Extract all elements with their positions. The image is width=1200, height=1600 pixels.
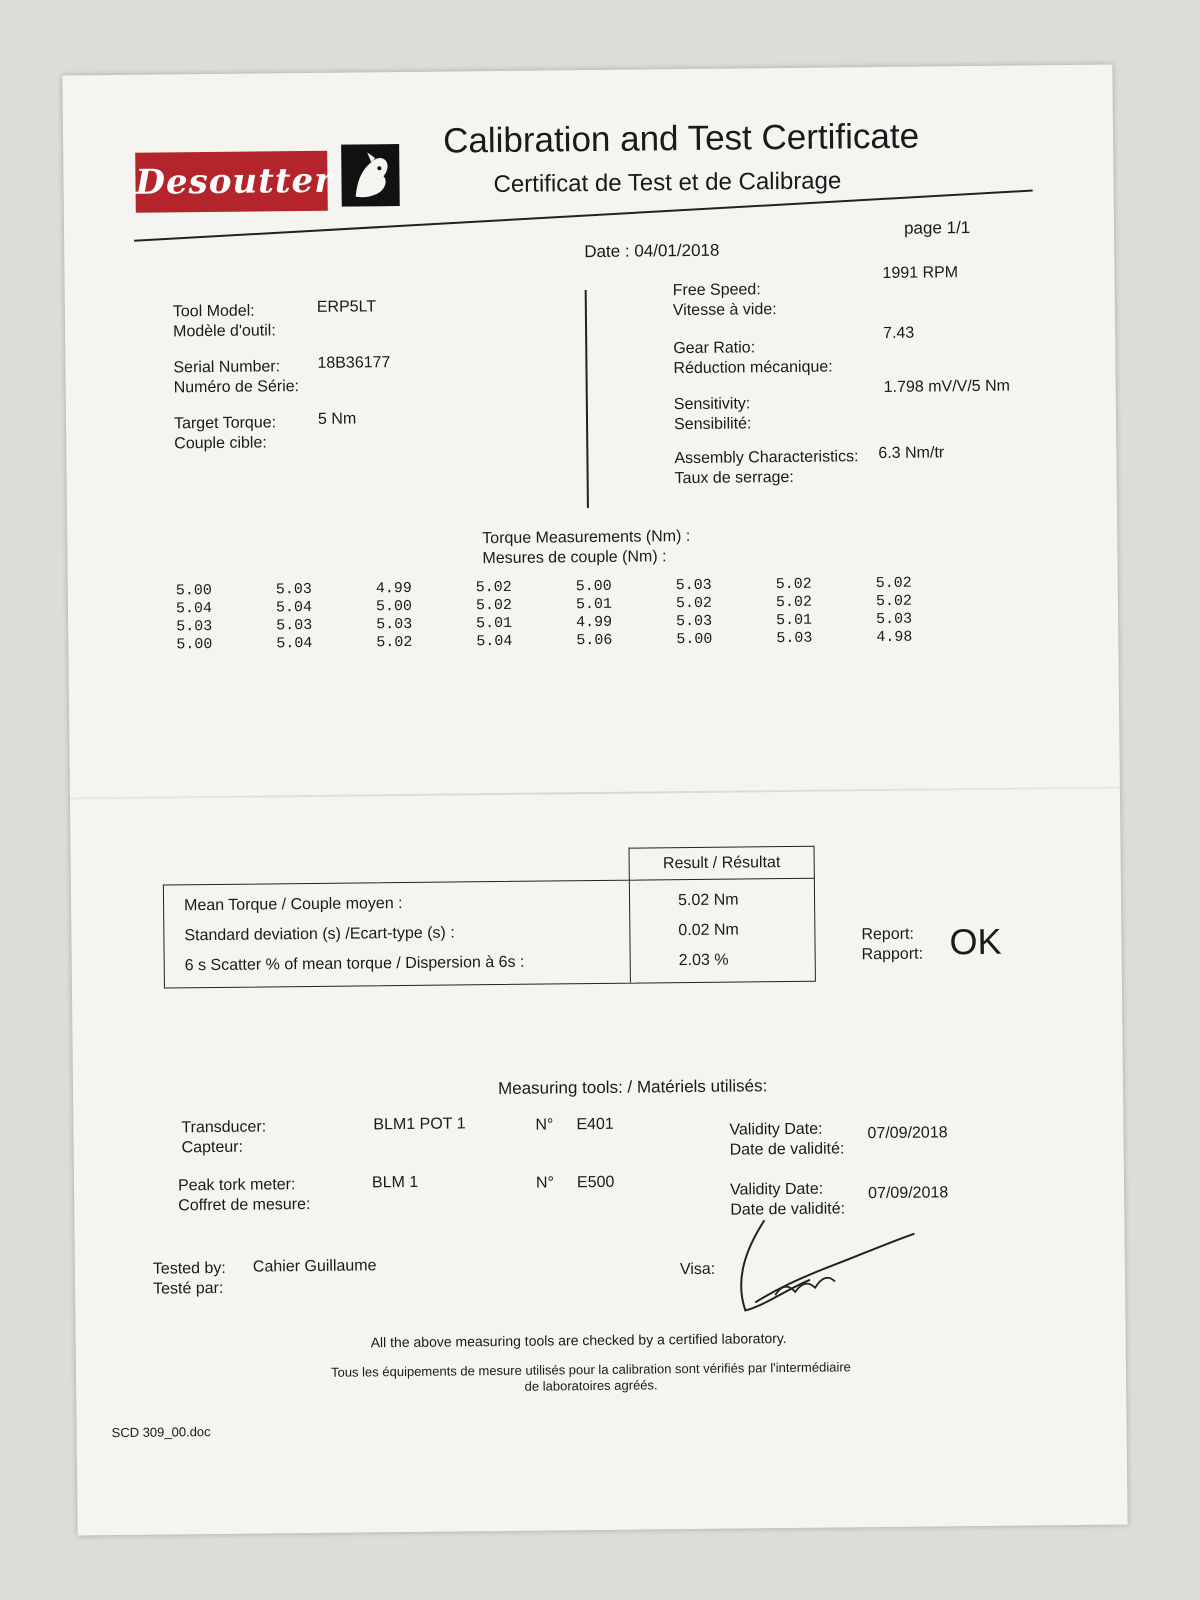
signature-icon	[714, 1209, 915, 1321]
results-body	[163, 878, 816, 989]
report-label-en: Report:	[861, 925, 914, 944]
scatter-value: 2.03 %	[678, 951, 729, 970]
footer-french-note	[301, 1359, 881, 1397]
page-title: Calibration and Test Certificate	[442, 116, 920, 161]
measurement-cell: 5.02	[775, 575, 812, 594]
measurement-cell: 5.04	[275, 598, 313, 617]
peak-meter-no-label: N°	[535, 1174, 555, 1192]
peak-meter-label-en: Peak tork meter:	[177, 1176, 296, 1195]
scatter-label: 6 s Scatter % of mean torque / Dispersion à 6s :	[184, 953, 525, 975]
serial-number-label-fr: Numéro de Série:	[173, 378, 300, 397]
measurement-cell: 5.01	[476, 614, 513, 633]
sensitivity-label-en: Sensitivity:	[673, 395, 751, 414]
serial-number-value: 18B36177	[317, 354, 391, 372]
measurement-cell: 5.04	[175, 600, 213, 618]
measurement-cell: 5.02	[875, 592, 913, 611]
target-torque-label-en: Target Torque:	[173, 414, 277, 433]
peak-meter-validity: 07/09/2018	[868, 1184, 949, 1203]
mean-torque-value: 5.02 Nm	[677, 891, 739, 910]
measurement-cell: 5.06	[576, 631, 613, 650]
assembly-label-en: Assembly Characteristics:	[674, 448, 859, 468]
measurement-cell: 5.02	[376, 633, 413, 652]
measuring-tools-heading: Measuring tools: / Matériels utilisés:	[497, 1076, 768, 1099]
measurement-cell: 5.00	[575, 577, 612, 596]
free-speed-label-fr: Vitesse à vide:	[672, 301, 777, 320]
measurement-cell: 4.98	[876, 628, 913, 647]
desoutter-logo: Desoutter	[135, 151, 328, 213]
report-status: OK	[949, 920, 1002, 963]
report-label-fr: Rapport:	[861, 945, 924, 964]
measurement-cell: 5.04	[476, 632, 513, 651]
measurement-cell: 5.00	[176, 635, 213, 654]
footer-french-line1: Tous les équipements de mesure utilisés pour la calibration sont vérifiés par l'intermédiaire	[330, 1359, 851, 1380]
measurement-cell: 5.03	[676, 612, 713, 631]
tool-model-label-fr: Modèle d'outil:	[172, 322, 276, 341]
std-dev-label: Standard deviation (s) /Ecart-type (s) :	[184, 924, 455, 945]
page-subtitle: Certificat de Test et de Calibrage	[493, 167, 842, 199]
peak-meter-validity-label-fr: Date de validité:	[730, 1200, 846, 1219]
measurements-heading	[482, 527, 690, 569]
gear-ratio-label	[673, 337, 833, 379]
measurements-heading-en: Torque Measurements (Nm) :	[482, 527, 691, 548]
report-label	[861, 925, 923, 966]
measurement-cell: 5.02	[875, 574, 912, 593]
measurement-cell: 5.03	[275, 580, 312, 599]
serial-number-label	[173, 357, 299, 398]
transducer-no: E401	[576, 1115, 614, 1134]
measurement-cell: 4.99	[576, 613, 613, 632]
info-divider	[585, 290, 589, 508]
footer-certified-note: All the above measuring tools are checked by a certified laboratory.	[370, 1330, 787, 1351]
measurement-cell: 5.01	[776, 611, 813, 630]
measurement-cell: 5.02	[475, 596, 513, 615]
tool-model-label-en: Tool Model:	[172, 302, 255, 321]
transducer-validity: 07/09/2018	[867, 1124, 948, 1143]
measurement-cell: 5.03	[376, 615, 413, 634]
visa-label: Visa:	[679, 1260, 716, 1279]
free-speed-label-en: Free Speed:	[672, 281, 761, 300]
measurement-cell: 5.03	[776, 629, 813, 648]
measurement-cell: 5.03	[276, 616, 313, 635]
peak-meter-label-fr: Coffret de mesure:	[178, 1196, 311, 1215]
certificate-sheet	[62, 65, 1127, 1536]
free-speed-label	[673, 280, 777, 321]
results-header: Result / Résultat	[629, 846, 815, 881]
tested-by-value: Cahier Guillaume	[252, 1257, 377, 1276]
tested-by-label-fr: Testé par:	[153, 1279, 224, 1298]
gear-ratio-label-fr: Réduction mécanique:	[673, 358, 833, 378]
measurements-grid	[176, 574, 977, 653]
document-reference: SCD 309_00.doc	[111, 1424, 211, 1441]
paper-fold	[70, 787, 1120, 800]
assembly-label-fr: Taux de serrage:	[674, 468, 794, 488]
transducer-validity-label-fr: Date de validité:	[729, 1140, 845, 1159]
peak-meter-validity-label-en: Validity Date:	[730, 1180, 824, 1199]
horse-logo-icon	[341, 144, 400, 207]
measurement-cell: 5.02	[475, 578, 512, 597]
measurement-cell: 5.03	[675, 576, 712, 595]
measurement-cell: 5.00	[676, 630, 713, 649]
tool-model-label	[173, 301, 276, 342]
transducer-label	[181, 1117, 266, 1158]
certificate-date: Date : 04/01/2018	[584, 240, 720, 262]
results-table	[163, 846, 813, 975]
sensitivity-label	[674, 394, 752, 435]
measurement-cell: 5.00	[375, 597, 413, 616]
measurement-cell: 5.01	[575, 595, 613, 614]
std-dev-value: 0.02 Nm	[678, 921, 739, 940]
transducer-name: BLM1 POT 1	[373, 1115, 466, 1134]
peak-meter-label	[178, 1175, 311, 1216]
sensitivity-label-fr: Sensibilité:	[673, 415, 752, 434]
measurement-cell: 5.00	[175, 582, 212, 600]
serial-number-label-en: Serial Number:	[173, 358, 281, 377]
measurement-cell: 5.03	[176, 617, 213, 636]
target-torque-value: 5 Nm	[317, 410, 357, 428]
peak-meter-name: BLM 1	[371, 1173, 419, 1192]
sensitivity-value: 1.798 mV/V/5 Nm	[883, 377, 1011, 396]
transducer-label-fr: Capteur:	[181, 1138, 244, 1157]
results-labels	[164, 881, 631, 988]
tool-model-value: ERP5LT	[316, 298, 377, 316]
target-torque-label	[174, 413, 276, 454]
gear-ratio-value: 7.43	[883, 324, 915, 342]
measurement-cell: 5.02	[775, 593, 813, 612]
peak-meter-no: E500	[576, 1173, 615, 1192]
transducer-validity-label-en: Validity Date:	[729, 1120, 823, 1139]
measurement-cell: 5.03	[876, 610, 913, 629]
free-speed-value: 1991 RPM	[882, 264, 959, 282]
assembly-label	[674, 447, 858, 489]
measurements-heading-fr: Mesures de couple (Nm) :	[482, 548, 667, 568]
mean-torque-label: Mean Torque / Couple moyen :	[183, 895, 403, 915]
transducer-no-label: N°	[535, 1116, 554, 1134]
target-torque-label-fr: Couple cible:	[174, 434, 267, 453]
results-values	[630, 879, 815, 983]
footer-french-line2: de laboratoires agréés.	[524, 1377, 658, 1394]
measurement-cell: 5.02	[675, 594, 713, 613]
gear-ratio-label-en: Gear Ratio:	[673, 339, 756, 358]
assembly-value: 6.3 Nm/tr	[878, 444, 945, 463]
measurement-cell: 4.99	[375, 579, 412, 598]
transducer-label-en: Transducer:	[181, 1118, 267, 1137]
tested-by-label-en: Tested by:	[152, 1259, 226, 1278]
page-number: page 1/1	[903, 218, 971, 238]
measurement-cell: 5.04	[276, 634, 313, 653]
tested-by-label	[153, 1259, 226, 1300]
transducer-validity-label	[729, 1119, 844, 1160]
